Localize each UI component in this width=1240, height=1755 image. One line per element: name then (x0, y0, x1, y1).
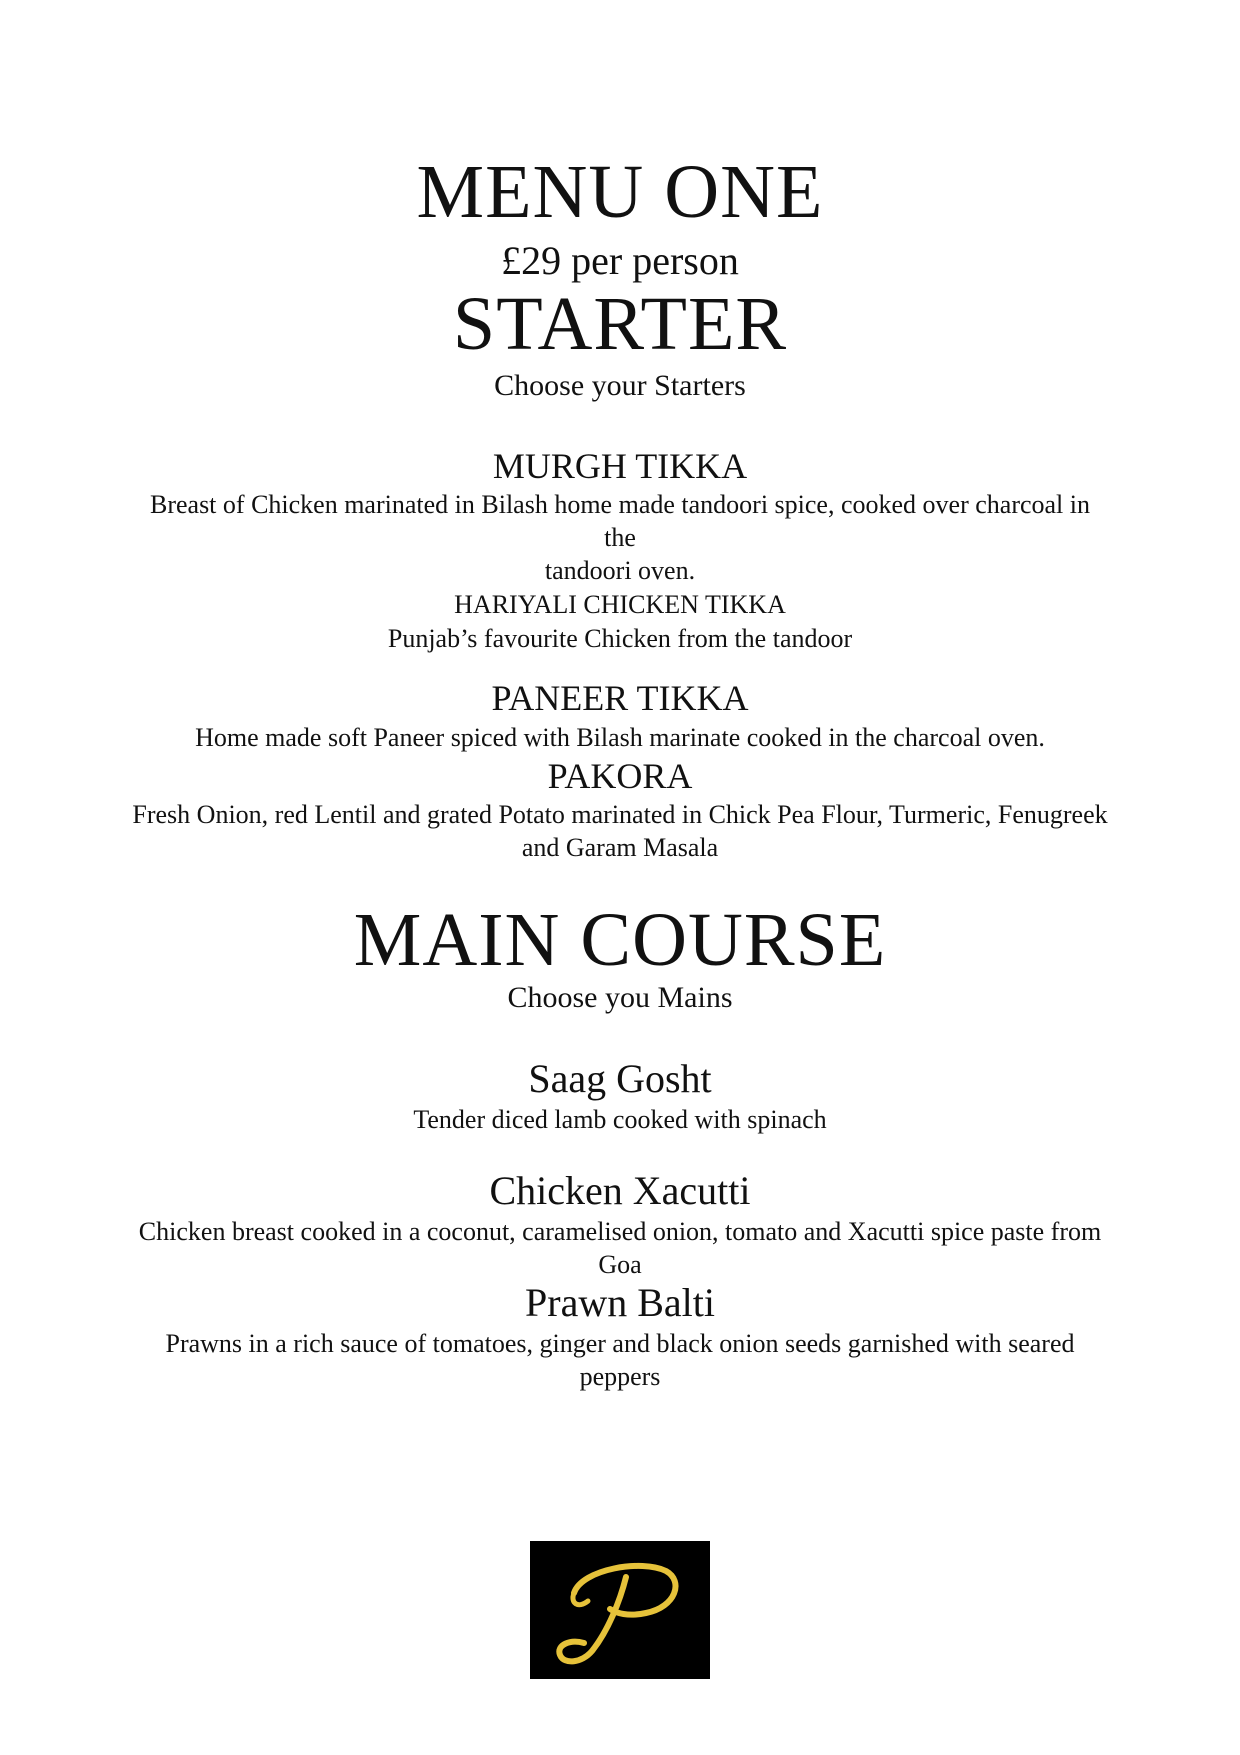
description-line: Chicken breast cooked in a coconut, caramelised onion, tomato and Xacutti spice paste from (138, 1217, 1102, 1246)
starter-subheading: Choose your Starters (494, 369, 746, 402)
restaurant-logo (530, 1541, 710, 1679)
description-line: Tender diced lamb cooked with spinach (413, 1105, 827, 1134)
main-course-heading: MAIN COURSE (353, 898, 887, 982)
description-line: Fresh Onion, red Lentil and grated Potato marinated in Chick Pea Flour, Turmeric, Fenugreek (132, 800, 1108, 829)
description-line: Punjab’s favourite Chicken from the tandoor (387, 624, 853, 653)
main-item-name: Chicken Xacutti (489, 1168, 751, 1213)
menu-title: MENU ONE (416, 150, 824, 234)
description-line: the (604, 523, 636, 552)
main-item-description (60, 1215, 1180, 1281)
starter-item-description (0, 622, 1240, 655)
starter-item-description (60, 488, 1180, 587)
p-monogram-icon (530, 1541, 710, 1679)
main-item-name: Prawn Balti (525, 1280, 715, 1325)
description-line: tandoori oven. (544, 556, 696, 585)
description-line: peppers (579, 1362, 661, 1391)
starter-item-name: MURGH TIKKA (492, 446, 748, 486)
description-line: Prawns in a rich sauce of tomatoes, ginger and black onion seeds garnished with seared (165, 1329, 1075, 1358)
starter-item-description (60, 798, 1180, 864)
description-line: Goa (598, 1250, 642, 1279)
starter-item-description (60, 721, 1180, 754)
starter-item-name: PAKORA (547, 756, 693, 796)
description-line: and Garam Masala (521, 833, 719, 862)
starter-item-name: PANEER TIKKA (491, 678, 749, 718)
menu-price: £29 per person (501, 238, 739, 283)
main-item-name: Saag Gosht (528, 1056, 712, 1101)
starter-item-name: HARIYALI CHICKEN TIKKA (454, 590, 786, 619)
starter-heading: STARTER (452, 282, 788, 366)
main-course-subheading: Choose you Mains (507, 981, 733, 1014)
main-item-description (60, 1103, 1180, 1136)
description-line: Home made soft Paneer spiced with Bilash marinate cooked in the charcoal oven. (195, 723, 1045, 752)
main-item-description (60, 1327, 1180, 1393)
description-line: Breast of Chicken marinated in Bilash home made tandoori spice, cooked over charcoal in (149, 490, 1091, 519)
